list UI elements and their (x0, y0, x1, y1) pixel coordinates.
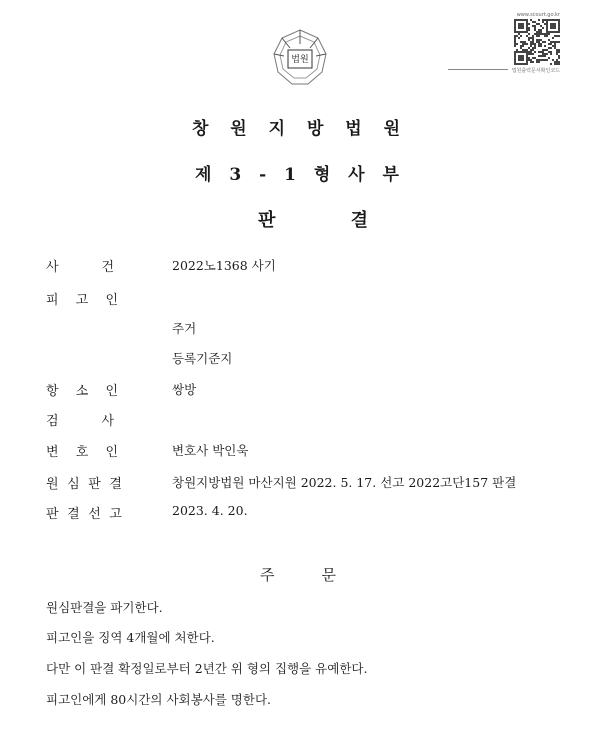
value-address: 주거 (172, 321, 197, 336)
label-char: 호 (75, 445, 89, 460)
court-name: 창 원 지 방 법 원 (191, 119, 409, 139)
order-heading-char: 문 (321, 566, 336, 584)
value-appellant: 쌍방 (172, 382, 197, 397)
label-char: 판 (88, 477, 101, 492)
label-char: 검 (46, 414, 59, 429)
label-char: 변 (46, 445, 59, 460)
label-char: 심 (67, 477, 80, 492)
qr-verification-block (510, 12, 560, 74)
label-prosecutor (46, 410, 114, 429)
label-defendant (46, 289, 118, 308)
qr-url-text: www.scourt.go.kr (516, 12, 560, 18)
qr-code (514, 19, 560, 65)
value-case: 2022노1368 사기 (172, 258, 276, 273)
label-char: 선 (88, 507, 101, 522)
label-char: 건 (101, 260, 114, 275)
order-line: 피고인을 징역 4개월에 처한다. (46, 630, 215, 645)
label-counsel (46, 441, 118, 460)
label-char: 항 (46, 384, 59, 399)
header-rule (448, 69, 508, 70)
label-char: 고 (109, 507, 122, 522)
order-heading (260, 564, 336, 585)
label-char: 결 (67, 507, 80, 522)
label-case (46, 256, 114, 275)
label-char: 결 (109, 477, 122, 492)
document-title (258, 206, 368, 232)
value-sentencing-date: 2023. 4. 20. (172, 503, 248, 518)
label-appellant (46, 380, 118, 399)
label-sentencing-date (46, 503, 122, 522)
label-char: 소 (75, 384, 89, 399)
label-char: 사 (101, 414, 114, 429)
title-char: 판 (258, 210, 276, 231)
title-char: 결 (350, 210, 368, 231)
order-line: 원심판결을 파기한다. (46, 600, 163, 615)
emblem-text: 법원 (291, 55, 309, 65)
label-char: 인 (105, 384, 118, 399)
value-counsel: 변호사 박인욱 (172, 443, 249, 458)
value-registration: 등록기준지 (172, 351, 233, 366)
order-line: 피고인에게 80시간의 사회봉사를 명한다. (46, 692, 271, 707)
label-char: 인 (105, 293, 118, 308)
order-line: 다만 이 판결 확정일로부터 2년간 위 형의 집행을 유예한다. (46, 661, 368, 676)
qr-caption: 법원출력문서확인코드 (511, 68, 560, 74)
label-char: 사 (46, 260, 59, 275)
label-char: 피 (46, 293, 59, 308)
label-char: 인 (105, 445, 118, 460)
value-original-judgment: 창원지방법원 마산지원 2022. 5. 17. 선고 2022고단157 판결 (172, 475, 517, 490)
label-char: 판 (46, 507, 59, 522)
division-name: 제 3 - 1 형 사 부 (195, 165, 405, 185)
label-char: 고 (75, 293, 89, 308)
order-heading-char: 주 (260, 566, 275, 584)
label-original-judgment (46, 473, 122, 492)
label-char: 원 (46, 477, 59, 492)
